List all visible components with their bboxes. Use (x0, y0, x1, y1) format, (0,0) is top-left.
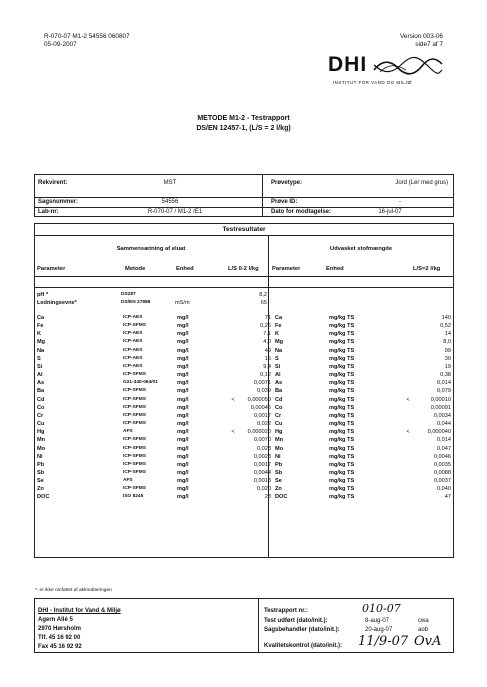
dhi-logo (328, 54, 446, 90)
footer-address-1: Agern Allé 5 (38, 617, 73, 623)
ph-row (37, 291, 267, 299)
cell-lt2: < (406, 429, 410, 436)
cell-v2: 47 (444, 494, 451, 501)
cell-m: ICP-AES (123, 347, 143, 353)
table-row (37, 379, 451, 387)
cell-u: mg/l (177, 396, 189, 403)
cell-u: mg/l (177, 372, 189, 379)
table-row (37, 404, 451, 412)
cell-v2: 0,00010 (430, 396, 451, 403)
cell-m: G21-340-064/01 (123, 380, 158, 386)
table-row (37, 485, 451, 493)
cell-p2: Cu (275, 421, 283, 428)
cell-m: ICP-SFMS (123, 469, 146, 475)
doc-date: 05-09-2007 (44, 41, 77, 48)
cell-u2: mg/kg TS (329, 469, 355, 476)
cell-u2: mg/kg TS (329, 429, 355, 436)
kvalitetskontrol-value: 11/9-07 (358, 634, 409, 649)
cell-u2: mg/kg TS (329, 315, 355, 321)
cell-m: ICP-SFMS (123, 323, 146, 329)
page-number: side7 af 7 (415, 41, 443, 48)
cell-u: mg/l (177, 478, 189, 485)
sagsnummer-value: 54556 (161, 199, 179, 205)
right-group-title: Udvasket stofmængde (329, 246, 393, 252)
cell-u2: mg/kg TS (329, 339, 355, 346)
cell-u: mg/l (177, 469, 189, 476)
cell-lt: < (231, 429, 235, 436)
cell-p: Ca (37, 315, 45, 321)
cell-u: mg/l (177, 404, 189, 411)
table-row (37, 453, 451, 461)
cell-p2: Mg (275, 339, 284, 346)
cell-v: 0,0070 (253, 437, 271, 444)
cell-lt: < (231, 396, 235, 403)
cell-p2: K (275, 331, 280, 338)
cell-v2: 19 (444, 363, 451, 370)
cell-m: ICP-AES (123, 363, 143, 369)
sagsbehandler-date: 20-aug-07 (365, 627, 393, 633)
cell-u: mg/l (177, 445, 189, 452)
cell-v: 0,26 (260, 323, 271, 330)
cell-p2: DOC (275, 494, 288, 501)
cell-u: mg/l (177, 355, 189, 362)
cell-v: 71 (264, 315, 271, 321)
ph-cell-lt (219, 291, 241, 299)
col-ls-2: L/S=2 l/kg (413, 266, 441, 272)
testrapport-label: Testrapport nr.: (264, 608, 308, 614)
cell-m: ICP-SFMS (123, 404, 146, 410)
table-row (37, 412, 451, 420)
ph-cell-param: Ledningsevne* (37, 300, 77, 307)
cell-v: 0,000020 (247, 429, 271, 436)
cell-lt2 (391, 477, 425, 485)
cell-lt (221, 379, 245, 387)
cell-u2: mg/kg TS (329, 380, 355, 387)
cell-lt (221, 436, 245, 444)
udfort-label: Test udført (dato/init.): (264, 618, 328, 624)
kvalitetskontrol-init: OvA (414, 634, 442, 649)
cell-p: Cu (37, 421, 45, 428)
cell-v: 9,4 (263, 363, 271, 370)
cell-lt2 (391, 485, 425, 493)
cell-m: ICP-SFMS (123, 486, 146, 492)
cell-lt (221, 355, 245, 363)
cell-lt2 (391, 379, 425, 387)
ph-cell-unit: mS/m (175, 300, 190, 307)
cell-v2: 14 (444, 331, 451, 338)
results-title: Testresultater (222, 226, 266, 233)
cell-v2: 0,0088 (433, 469, 451, 476)
cell-p: Sb (37, 469, 45, 476)
cell-lt (221, 485, 245, 493)
logo-subtitle: INSTITUT FOR VAND OG MILJØ (333, 80, 412, 85)
cell-lt (221, 363, 245, 371)
cell-lt (221, 445, 245, 453)
table-row (37, 428, 451, 436)
cell-u2: mg/kg TS (329, 412, 355, 419)
cell-v: 0,0017 (253, 412, 271, 419)
lab-nr-label: Lab-nr: (38, 209, 59, 215)
cell-lt2 (391, 420, 425, 428)
cell-lt (221, 338, 245, 346)
table-row (37, 420, 451, 428)
col-metode: Metode (125, 266, 146, 272)
cell-u: mg/l (177, 461, 189, 468)
results-table (37, 314, 451, 502)
left-group-title: Sammensætning af eluat (116, 246, 186, 252)
cell-v: 0,0018 (253, 478, 271, 485)
cell-p: Al (37, 372, 43, 379)
cell-u2: mg/kg TS (329, 363, 355, 370)
cell-p: Si (37, 363, 43, 370)
cell-lt2 (391, 453, 425, 461)
cell-v: 7,1 (263, 331, 271, 338)
footer-fax: Fax 45 16 92 92 (38, 644, 82, 650)
cell-m: ICP-SFMS (123, 445, 146, 451)
cell-m: ICP-SFMS (123, 421, 146, 427)
cell-m: ICP-SFMS (123, 453, 146, 459)
table-row (37, 338, 451, 346)
cell-u2: mg/kg TS (329, 372, 355, 379)
cell-v: 0,022 (257, 421, 271, 428)
cell-m: ICP-SFMS (123, 412, 146, 418)
col-enhed: Enhed (176, 266, 194, 272)
cell-u: mg/l (177, 421, 189, 428)
cell-m: ICP-SFMS (123, 372, 146, 378)
cell-m: AFS (123, 478, 133, 484)
table-row (37, 477, 451, 485)
provetype-label: Prøvetype: (271, 180, 303, 186)
cell-m: ICP-AES (123, 331, 143, 337)
cell-lt (221, 469, 245, 477)
cell-v: 4,0 (263, 339, 271, 346)
table-row (37, 347, 451, 355)
cell-lt (221, 461, 245, 469)
table-row (37, 436, 451, 444)
cell-p2: Fe (275, 323, 282, 330)
cell-u2: mg/kg TS (329, 486, 355, 493)
cell-u2: mg/kg TS (329, 437, 355, 444)
cell-lt (221, 453, 245, 461)
cell-m: ICP-AES (123, 339, 143, 345)
cell-v: 0,00045 (250, 404, 271, 411)
cell-lt2 (391, 338, 425, 346)
kvalitetskontrol-label: Kvalitetskontrol (dato/init.): (264, 643, 342, 649)
cell-v: 0,020 (257, 486, 271, 493)
ph-row (37, 299, 267, 307)
cell-p: Ba (37, 388, 45, 395)
cell-p2: Sb (275, 469, 283, 476)
cell-u: mg/l (177, 380, 189, 387)
cell-u2: mg/kg TS (329, 388, 355, 395)
cell-u: mg/l (177, 323, 189, 330)
cell-v: 0,0071 (253, 380, 271, 387)
cell-u: mg/l (177, 331, 189, 338)
table-row (37, 396, 451, 404)
cell-v2: 0,079 (437, 388, 451, 395)
cell-p2: Zn (275, 486, 282, 493)
cell-p: Pb (37, 461, 45, 468)
cell-p: As (37, 380, 45, 387)
dato-value: 16-jul-07 (378, 209, 402, 215)
cell-v2: 0,38 (440, 372, 451, 379)
cell-lt2 (391, 493, 425, 501)
prove-id-value: - (399, 199, 401, 205)
doc-version: Version 003-06 (400, 33, 443, 40)
cell-p2: Mn (275, 437, 284, 444)
cell-lt (221, 493, 245, 501)
table-row (37, 355, 451, 363)
cell-v: 0,12 (260, 372, 271, 379)
logo-text: DHI (328, 53, 368, 76)
cell-v2: 0,000040 (427, 429, 451, 436)
cell-v: 0,000050 (247, 396, 271, 403)
cell-u: mg/l (177, 315, 189, 321)
cell-v2: 99 (444, 347, 451, 354)
cell-v2: 0,00091 (430, 404, 451, 411)
table-row (37, 387, 451, 395)
cell-m: ICP-SFMS (123, 396, 146, 402)
table-row (37, 493, 451, 501)
table-row (37, 445, 451, 453)
ph-cell-param: pH * (37, 292, 49, 298)
table-row (37, 314, 451, 322)
cell-lt (221, 412, 245, 420)
cell-p: Cd (37, 396, 45, 403)
cell-p2: Si (275, 363, 281, 370)
cell-v2: 0,0037 (433, 478, 451, 485)
cell-p2: Na (275, 347, 283, 354)
sagsbehandler-label: Sagsbehandler (dato/init.): (264, 627, 340, 633)
cell-p: Zn (37, 486, 44, 493)
cell-u2: mg/kg TS (329, 323, 355, 330)
cell-p: Se (37, 478, 44, 485)
footer-phone: Tlf. 45 16 92 00 (38, 635, 81, 641)
cell-p2: Al (275, 372, 281, 379)
cell-lt (221, 322, 245, 330)
cell-lt2: < (406, 396, 410, 403)
footnote: *: er ikke omfattet af akkrediteringen (35, 588, 112, 593)
udfort-date: 8-aug-07 (365, 618, 390, 624)
cell-u: mg/l (177, 339, 189, 346)
cell-u2: mg/kg TS (329, 404, 355, 411)
testrapport-value: 010-07 (362, 602, 401, 615)
cell-m: ICP-SFMS (123, 388, 146, 394)
cell-u2: mg/kg TS (329, 478, 355, 485)
cell-v2: 0,014 (437, 437, 451, 444)
cell-v: 0,0017 (253, 461, 271, 468)
prove-id-label: Prøve ID: (271, 199, 298, 205)
udfort-init: cwa (418, 618, 429, 624)
cell-p2: Ni (275, 453, 281, 460)
cell-p: Co (37, 404, 45, 411)
cell-v2: 0,044 (437, 421, 451, 428)
cell-lt2 (391, 363, 425, 371)
ph-cell-value: 8,2 (259, 292, 267, 298)
cell-v2: 0,040 (437, 486, 451, 493)
cell-m: ICP-SFMS (123, 437, 146, 443)
cell-u: mg/l (177, 388, 189, 395)
cell-m: ISO 8245 (123, 494, 144, 500)
cell-p: K (37, 331, 42, 338)
cell-lt (221, 404, 245, 412)
cell-p: Hg (37, 429, 45, 436)
cell-m: ICP-AES (123, 355, 143, 361)
cell-p: Mo (37, 445, 46, 452)
ph-cell-method: DS287 (121, 292, 136, 297)
cell-p2: Ba (275, 388, 283, 395)
report-title: METODE M1-2 - Testrapport (197, 115, 290, 122)
footer-address-2: 2970 Hørsholm (38, 626, 82, 632)
cell-p2: Mo (275, 445, 284, 452)
cell-p: S (37, 355, 41, 362)
cell-lt2 (391, 412, 425, 420)
col-enhed-2: Enhed (326, 266, 344, 272)
cell-u2: mg/kg TS (329, 355, 355, 362)
sagsnummer-label: Sagsnummer: (38, 199, 79, 205)
cell-lt2 (391, 469, 425, 477)
cell-lt (221, 371, 245, 379)
cell-u: mg/l (177, 437, 189, 444)
cell-lt2 (391, 404, 425, 412)
cell-p2: Hg (275, 429, 283, 436)
table-row (37, 363, 451, 371)
cell-u2: mg/kg TS (329, 461, 355, 468)
cell-lt (221, 420, 245, 428)
wave-logo-icon (372, 56, 444, 78)
cell-p: Cr (37, 412, 44, 419)
col-parameter-2: Parameter (272, 266, 301, 272)
cell-v: 0,039 (257, 388, 271, 395)
sagsbehandler-init: aob (418, 627, 429, 633)
rekvirent-value: MST (163, 180, 177, 186)
cell-v2: 0,52 (440, 323, 451, 330)
cell-v2: 0,0046 (433, 453, 451, 460)
ph-cell-method: DS/EN 27888 (121, 300, 151, 306)
dato-label: Dato for modtagelse: (271, 209, 332, 215)
cell-u2: mg/kg TS (329, 396, 355, 403)
cell-v2: 0,047 (437, 445, 451, 452)
cell-u: mg/l (177, 429, 189, 436)
cell-lt2 (391, 371, 425, 379)
lab-nr-value: R-070-07 / M1-2 /E1 (147, 209, 203, 215)
cell-m: ICP-SFMS (123, 461, 146, 467)
cell-m: AFS (123, 429, 133, 435)
cell-u2: mg/kg TS (329, 445, 355, 452)
cell-lt2 (391, 347, 425, 355)
cell-p2: Cr (275, 412, 282, 419)
cell-lt2 (391, 322, 425, 330)
cell-u: mg/l (177, 486, 189, 493)
cell-v: 49 (264, 347, 271, 354)
cell-v: 15 (264, 355, 271, 362)
cell-lt (221, 387, 245, 395)
doc-reference: R-070-07 M1-2 54556 060807 (44, 33, 130, 40)
cell-p2: Cd (275, 396, 283, 403)
rekvirent-label: Rekvirent: (38, 180, 68, 186)
cell-v2: 8,0 (443, 339, 451, 346)
cell-v2: 140 (441, 315, 451, 321)
cell-lt2 (391, 436, 425, 444)
ph-cell-lt (219, 299, 241, 307)
cell-m: ICP-AES (123, 315, 143, 320)
cell-u2: mg/kg TS (329, 453, 355, 460)
cell-p2: Ca (275, 315, 283, 321)
cell-p2: Se (275, 478, 282, 485)
cell-lt2 (391, 461, 425, 469)
cell-lt2 (391, 387, 425, 395)
cell-v2: 0,014 (437, 380, 451, 387)
cell-v: 0,0044 (253, 469, 271, 476)
col-parameter: Parameter (37, 266, 66, 272)
table-row (37, 461, 451, 469)
table-row (37, 330, 451, 338)
table-row (37, 469, 451, 477)
cell-p: Mn (37, 437, 46, 444)
cell-lt2 (391, 314, 425, 322)
ph-table (37, 291, 267, 307)
cell-v2: 0,0034 (433, 412, 451, 419)
cell-u2: mg/kg TS (329, 494, 355, 501)
cell-p2: Co (275, 404, 283, 411)
cell-lt (221, 314, 245, 322)
cell-p2: S (275, 355, 279, 362)
cell-p: Ni (37, 453, 43, 460)
cell-u: mg/l (177, 412, 189, 419)
cell-v: 23 (264, 494, 271, 501)
col-ls: L/S 0-2 l/kg (228, 266, 259, 272)
report-subtitle: DS/EN 12457-1, (L/S = 2 l/kg) (196, 125, 291, 132)
cell-u2: mg/kg TS (329, 331, 355, 338)
cell-lt2 (391, 355, 425, 363)
table-row (37, 371, 451, 379)
cell-v: 0,023 (257, 445, 271, 452)
cell-p2: Pb (275, 461, 283, 468)
cell-u: mg/l (177, 453, 189, 460)
cell-lt2 (391, 330, 425, 338)
ph-cell-value: 65 (260, 300, 267, 307)
cell-lt (221, 330, 245, 338)
cell-lt (221, 347, 245, 355)
cell-u: mg/l (177, 363, 189, 370)
cell-u: mg/l (177, 494, 189, 501)
cell-p: Mg (37, 339, 46, 346)
table-row (37, 322, 451, 330)
cell-v2: 30 (444, 355, 451, 362)
cell-v2: 0,0035 (433, 461, 451, 468)
cell-p2: As (275, 380, 283, 387)
cell-p: Fe (37, 323, 44, 330)
cell-v: 0,0023 (253, 453, 271, 460)
cell-u2: mg/kg TS (329, 421, 355, 428)
footer-org: DHI - Institut for Vand & Miljø (38, 608, 121, 614)
cell-p: DOC (37, 494, 50, 501)
cell-lt2 (391, 445, 425, 453)
cell-p: Na (37, 347, 45, 354)
cell-u2: mg/kg TS (329, 347, 355, 354)
ph-cell-unit (175, 291, 219, 299)
provetype-value: Jord (Ler med grus) (395, 180, 448, 186)
cell-lt (221, 477, 245, 485)
cell-u: mg/l (177, 347, 189, 354)
